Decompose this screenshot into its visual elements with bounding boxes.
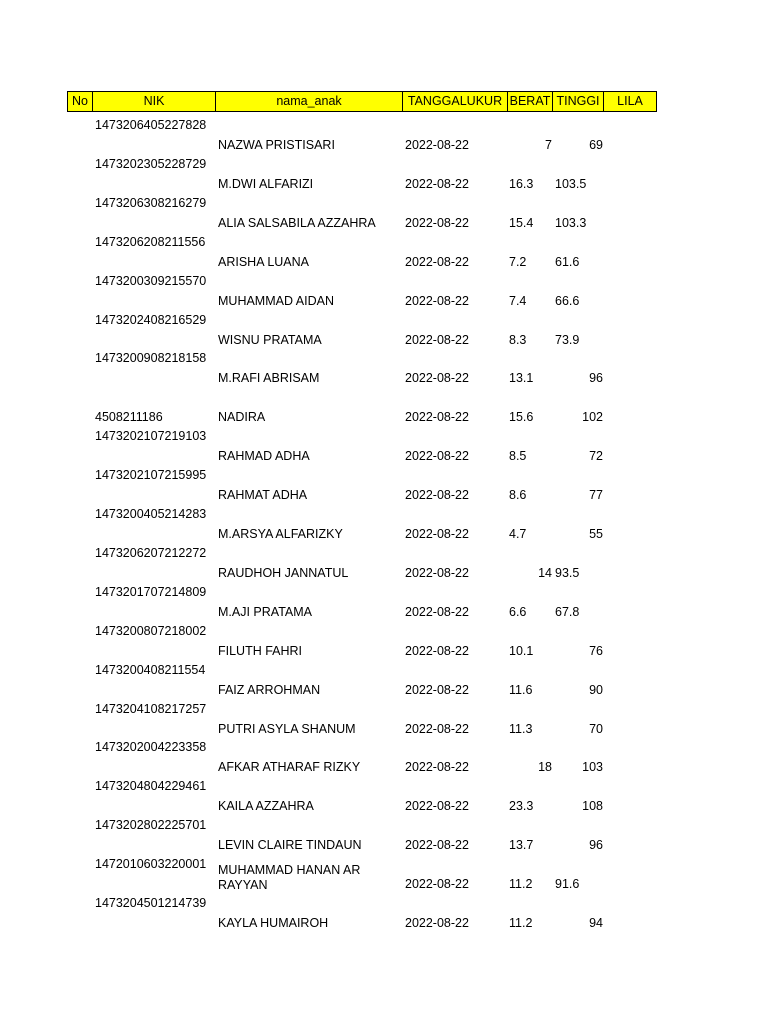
table-row — [67, 324, 657, 386]
nama-anak-cell[interactable]: AFKAR ATHARAF RIZKY — [218, 760, 361, 775]
table-row — [67, 869, 657, 930]
berat-cell[interactable]: 11.2 — [509, 916, 533, 930]
header-nama-anak[interactable]: nama_anak — [215, 91, 403, 112]
tanggal-ukur-cell[interactable]: 2022-08-22 — [405, 799, 469, 814]
tinggi-cell[interactable]: 72 — [589, 449, 603, 464]
nama-anak-cell[interactable]: KAILA AZZAHRA — [218, 799, 314, 814]
berat-cell[interactable]: 13.7 — [509, 838, 534, 853]
berat-cell[interactable]: 11.6 — [509, 682, 533, 697]
table-row — [67, 402, 657, 464]
tanggal-ukur-cell[interactable]: 2022-08-22 — [405, 916, 469, 930]
table-row — [67, 363, 657, 425]
tanggal-ukur-cell[interactable]: 2022-08-22 — [405, 293, 469, 308]
berat-cell[interactable]: 14 — [538, 565, 552, 580]
nama-anak-cell[interactable]: M.DWI ALFARIZI — [218, 176, 314, 191]
tanggal-ukur-cell[interactable]: 2022-08-22 — [405, 760, 469, 775]
tinggi-cell[interactable]: 102 — [582, 410, 603, 425]
tanggal-ukur-cell[interactable]: 2022-08-22 — [405, 254, 469, 269]
table-row — [67, 558, 657, 619]
tanggal-ukur-cell[interactable]: 2022-08-22 — [405, 371, 469, 386]
header-tanggalukur[interactable]: TANGGALUKUR — [402, 91, 508, 112]
berat-cell[interactable]: 10.1 — [509, 643, 534, 658]
tinggi-cell[interactable]: 55 — [589, 527, 603, 541]
berat-cell[interactable]: 4.7 — [509, 527, 527, 541]
nik-cell[interactable]: 1473200309215570 — [95, 273, 207, 288]
berat-cell[interactable]: 18 — [538, 760, 552, 775]
nama-anak-cell[interactable]: RAHMAT ADHA — [218, 488, 308, 503]
nik-cell[interactable]: 1473204108217257 — [95, 701, 207, 716]
tanggal-ukur-cell[interactable]: 2022-08-22 — [405, 488, 469, 503]
table-row — [67, 713, 657, 775]
nama-anak-cell[interactable]: RAHMAD ADHA — [218, 449, 310, 464]
nik-cell[interactable]: 1473206207212272 — [95, 545, 207, 560]
nama-anak-cell[interactable]: NAZWA PRISTISARI — [218, 138, 335, 152]
berat-cell[interactable]: 15.6 — [509, 410, 534, 425]
nik-cell[interactable]: 1473202107215995 — [95, 468, 207, 483]
nik-cell[interactable]: 1473202107219103 — [95, 429, 207, 444]
table-row — [67, 675, 657, 736]
nik-cell[interactable]: 1472010603220001 — [95, 857, 207, 872]
spreadsheet — [67, 91, 657, 930]
table-row — [67, 130, 657, 191]
tinggi-cell[interactable]: 77 — [589, 488, 603, 503]
nik-cell[interactable]: 1473202004223358 — [95, 740, 207, 755]
tanggal-ukur-cell[interactable]: 2022-08-22 — [405, 838, 469, 853]
tanggal-ukur-cell[interactable]: 2022-08-22 — [405, 332, 469, 347]
tinggi-cell[interactable]: 76 — [589, 643, 603, 658]
tinggi-cell[interactable]: 70 — [589, 721, 603, 736]
tanggal-ukur-cell[interactable]: 2022-08-22 — [405, 721, 469, 736]
nama-anak-cell[interactable]: MUHAMMAD HANAN AR — [218, 863, 361, 878]
berat-cell[interactable]: 7 — [545, 138, 552, 152]
nik-cell[interactable]: 1473206405227828 — [95, 118, 207, 132]
tinggi-cell[interactable]: 96 — [589, 838, 603, 853]
berat-cell[interactable]: 7.2 — [509, 254, 527, 269]
table-row — [67, 597, 657, 658]
tinggi-cell[interactable]: 69 — [589, 138, 603, 152]
header-tinggi[interactable]: TINGGI — [552, 91, 604, 112]
tanggal-ukur-cell[interactable]: 2022-08-22 — [405, 643, 469, 658]
table-row — [67, 91, 657, 152]
tanggal-ukur-cell[interactable]: 2022-08-22 — [405, 215, 469, 230]
table-row — [67, 480, 657, 541]
table-row — [67, 441, 657, 503]
tinggi-cell[interactable]: 94 — [589, 916, 603, 930]
tanggal-ukur-cell[interactable]: 2022-08-22 — [405, 410, 469, 425]
tanggal-ukur-cell[interactable]: 2022-08-22 — [405, 449, 469, 464]
header-no[interactable]: No — [67, 91, 93, 112]
tanggal-ukur-cell[interactable]: 2022-08-22 — [405, 138, 469, 152]
nama-anak-cell[interactable]: FAIZ ARROHMAN — [218, 682, 321, 697]
berat-cell[interactable]: 6.6 — [509, 604, 527, 619]
table-row — [67, 208, 657, 269]
nik-cell[interactable]: 1473200408211554 — [95, 662, 206, 677]
nama-anak-cell[interactable]: M.AJI PRATAMA — [218, 604, 312, 619]
berat-cell[interactable]: 8.5 — [509, 449, 527, 464]
nama-anak-cell[interactable]: WISNU PRATAMA — [218, 332, 322, 347]
berat-cell[interactable]: 13.1 — [509, 371, 534, 386]
table-row — [67, 247, 657, 308]
nama-anak-cell-line2[interactable]: RAYYAN — [218, 878, 268, 893]
nama-anak-cell[interactable]: ARISHA LUANA — [218, 254, 310, 269]
nik-cell[interactable]: 1473200807218002 — [95, 623, 207, 638]
tinggi-cell[interactable]: 103 — [582, 760, 603, 775]
tinggi-cell[interactable]: 61.6 — [555, 254, 580, 269]
nik-cell[interactable]: 1473204804229461 — [95, 779, 207, 794]
table-row — [67, 286, 657, 347]
nama-anak-cell[interactable]: RAUDHOH JANNATUL — [218, 565, 349, 580]
nik-cell[interactable]: 1473200405214283 — [95, 507, 207, 521]
tinggi-cell[interactable]: 91.6 — [555, 877, 580, 892]
berat-cell[interactable]: 8.6 — [509, 488, 527, 503]
table-row — [67, 519, 657, 580]
nik-cell[interactable]: 1473202305228729 — [95, 156, 207, 171]
berat-cell[interactable]: 16.3 — [509, 176, 534, 191]
nama-anak-cell[interactable]: NADIRA — [218, 410, 266, 425]
tanggal-ukur-cell[interactable]: 2022-08-22 — [405, 527, 469, 541]
berat-cell[interactable]: 15.4 — [509, 215, 534, 230]
berat-cell[interactable]: 11.2 — [509, 877, 533, 892]
nik-cell[interactable]: 4508211186 — [95, 410, 163, 425]
tinggi-cell[interactable]: 90 — [589, 682, 603, 697]
nik-cell[interactable]: 1473200908218158 — [95, 351, 207, 366]
tinggi-cell[interactable]: 93.5 — [555, 565, 580, 580]
nama-anak-cell[interactable]: MUHAMMAD AIDAN — [218, 293, 334, 308]
tinggi-cell[interactable]: 67.8 — [555, 604, 580, 619]
tanggal-ukur-cell[interactable]: 2022-08-22 — [405, 604, 469, 619]
nama-anak-cell[interactable]: ALIA SALSABILA AZZAHRA — [218, 215, 376, 230]
berat-cell[interactable]: 7.4 — [509, 293, 527, 308]
tinggi-cell[interactable]: 103.5 — [555, 176, 587, 191]
tinggi-cell[interactable]: 103.3 — [555, 215, 587, 230]
nama-anak-cell[interactable]: M.ARSYA ALFARIZKY — [218, 527, 343, 541]
header-berat[interactable]: BERAT — [507, 91, 553, 112]
tanggal-ukur-cell[interactable]: 2022-08-22 — [405, 877, 469, 892]
tanggal-ukur-cell[interactable]: 2022-08-22 — [405, 565, 469, 580]
nik-cell[interactable]: 1473202408216529 — [95, 312, 207, 327]
table-row — [67, 791, 657, 853]
tinggi-cell[interactable]: 73.9 — [555, 332, 580, 347]
nama-anak-cell[interactable]: KAYLA HUMAIROH — [218, 916, 329, 930]
table-row — [67, 752, 657, 814]
tanggal-ukur-cell[interactable]: 2022-08-22 — [405, 176, 469, 191]
header-nik[interactable]: NIK — [92, 91, 216, 112]
table-row — [67, 636, 657, 697]
table-row — [67, 830, 657, 893]
tinggi-cell[interactable]: 96 — [589, 371, 603, 386]
tinggi-cell[interactable]: 108 — [582, 799, 603, 814]
berat-cell[interactable]: 11.3 — [509, 721, 533, 736]
berat-cell[interactable]: 8.3 — [509, 332, 527, 347]
nik-cell[interactable]: 1473201707214809 — [95, 584, 207, 599]
nama-anak-cell[interactable]: M.RAFI ABRISAM — [218, 371, 320, 386]
tanggal-ukur-cell[interactable]: 2022-08-22 — [405, 682, 469, 697]
nik-cell[interactable]: 1473206208211556 — [95, 234, 206, 249]
nik-cell[interactable]: 1473202802225701 — [95, 818, 207, 833]
nama-anak-cell[interactable]: FILUTH FAHRI — [218, 643, 303, 658]
nik-cell[interactable]: 1473206308216279 — [95, 195, 207, 210]
nama-anak-cell[interactable]: LEVIN CLAIRE TINDAUN — [218, 838, 362, 853]
berat-cell[interactable]: 23.3 — [509, 799, 534, 814]
nama-anak-cell[interactable]: PUTRI ASYLA SHANUM — [218, 721, 356, 736]
table-row — [67, 169, 657, 230]
tinggi-cell[interactable]: 66.6 — [555, 293, 580, 308]
nik-cell[interactable]: 1473204501214739 — [95, 896, 207, 910]
header-lila[interactable]: LILA — [603, 91, 657, 112]
